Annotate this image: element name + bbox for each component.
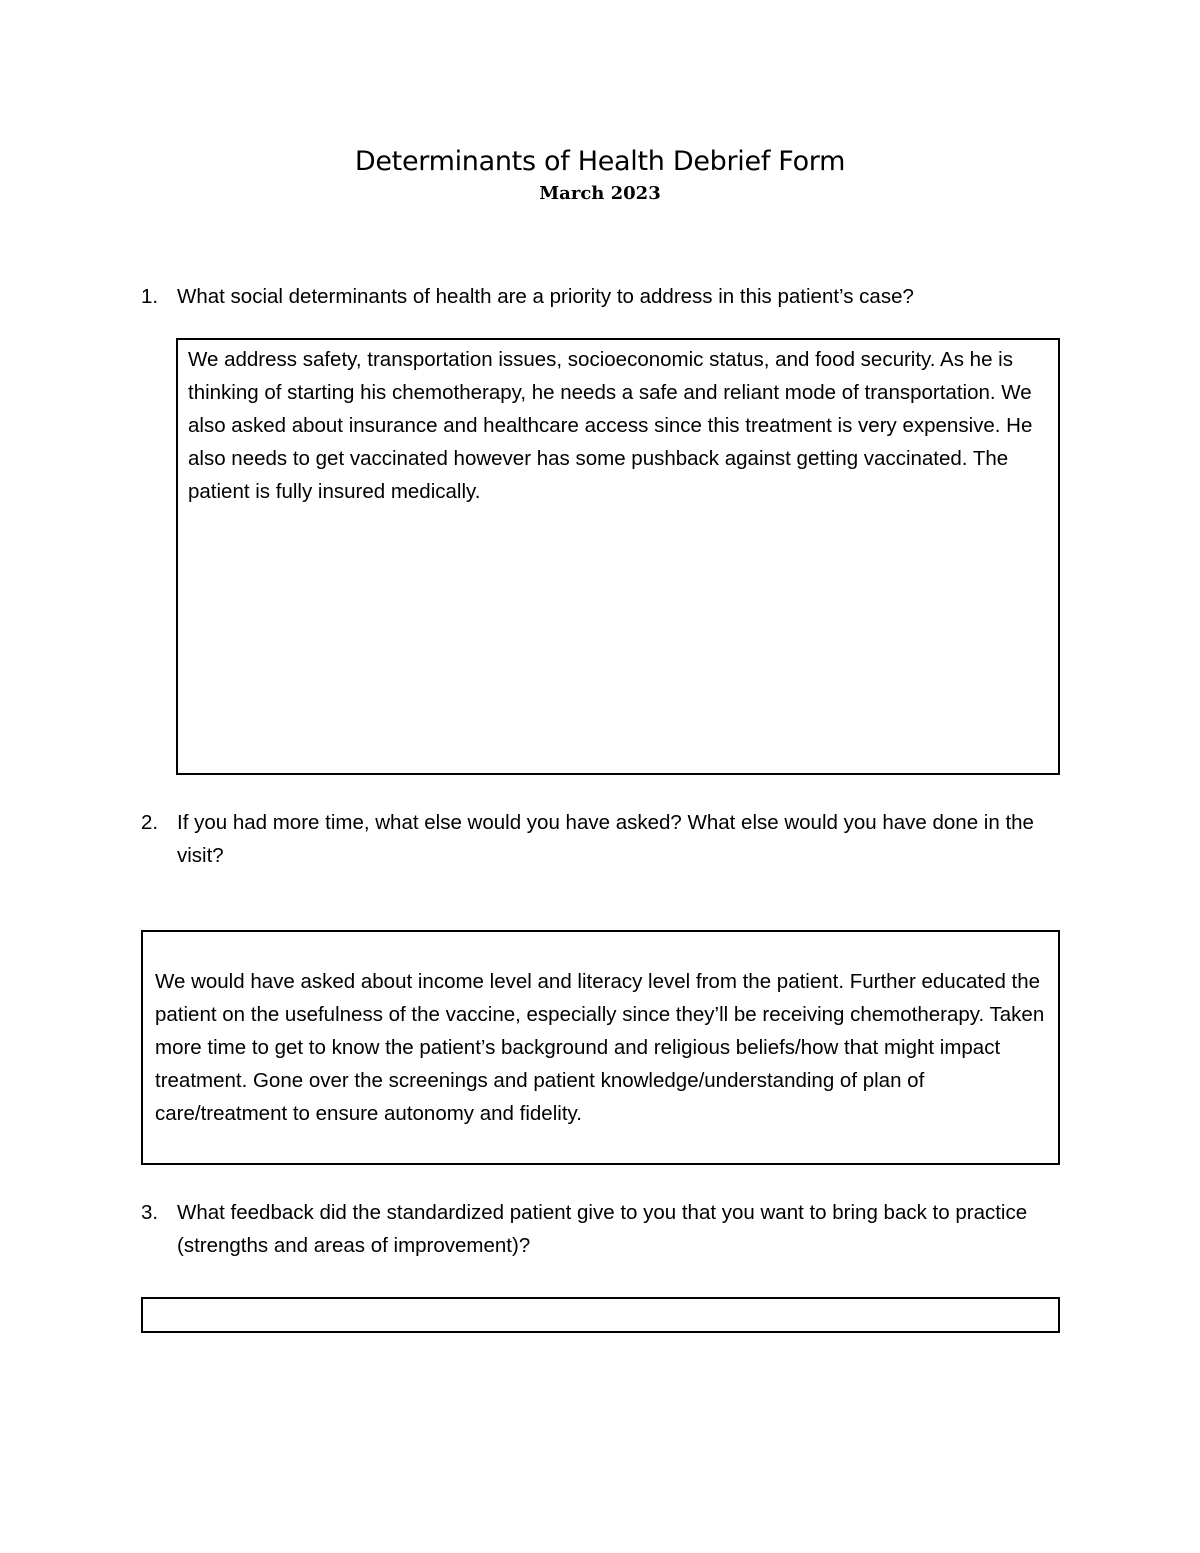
question-text: If you had more time, what else would you have asked? What else would you have done in the visit? — [177, 811, 1034, 867]
question-number: 1. — [141, 285, 159, 308]
answer-text: We would have asked about income level and literacy level from the patient. Further educated the patient on the usefulness of the vaccine, especially since they’ll be receiving chemotherapy. Taken more time to get to know the patient’s background and religious beliefs/how that might impact treatment. Gone over the screenings and patient knowledge/understanding of plan of care/treatment to ensure autonomy and fidelity. — [155, 970, 1045, 1125]
question-number: 2. — [141, 811, 159, 834]
question-3 — [141, 1196, 1071, 1262]
question-text: What feedback did the standardized patient give to you that you want to bring back to practice (strengths and areas of improvement)? — [177, 1201, 1028, 1257]
question-2 — [141, 806, 1071, 872]
answer-box-3[interactable] — [141, 1297, 1060, 1333]
question-1 — [141, 280, 1071, 313]
answer-box-1[interactable] — [176, 338, 1060, 775]
document-date: March 2023 — [539, 183, 661, 204]
answer-text: We address safety, transportation issues, socioeconomic status, and food security. As he is thinking of starting his chemotherapy, he needs a safe and reliant mode of transportation. We also asked about insurance and healthcare access since this treatment is very expensive. He also needs to get vaccinated however has some pushback against getting vaccinated. The patient is fully insured medically. — [188, 348, 1033, 503]
question-text: What social determinants of health are a priority to address in this patient’s case? — [177, 285, 914, 308]
question-number: 3. — [141, 1201, 159, 1224]
answer-box-2[interactable] — [141, 930, 1060, 1165]
document-title: Determinants of Health Debrief Form — [354, 146, 846, 177]
